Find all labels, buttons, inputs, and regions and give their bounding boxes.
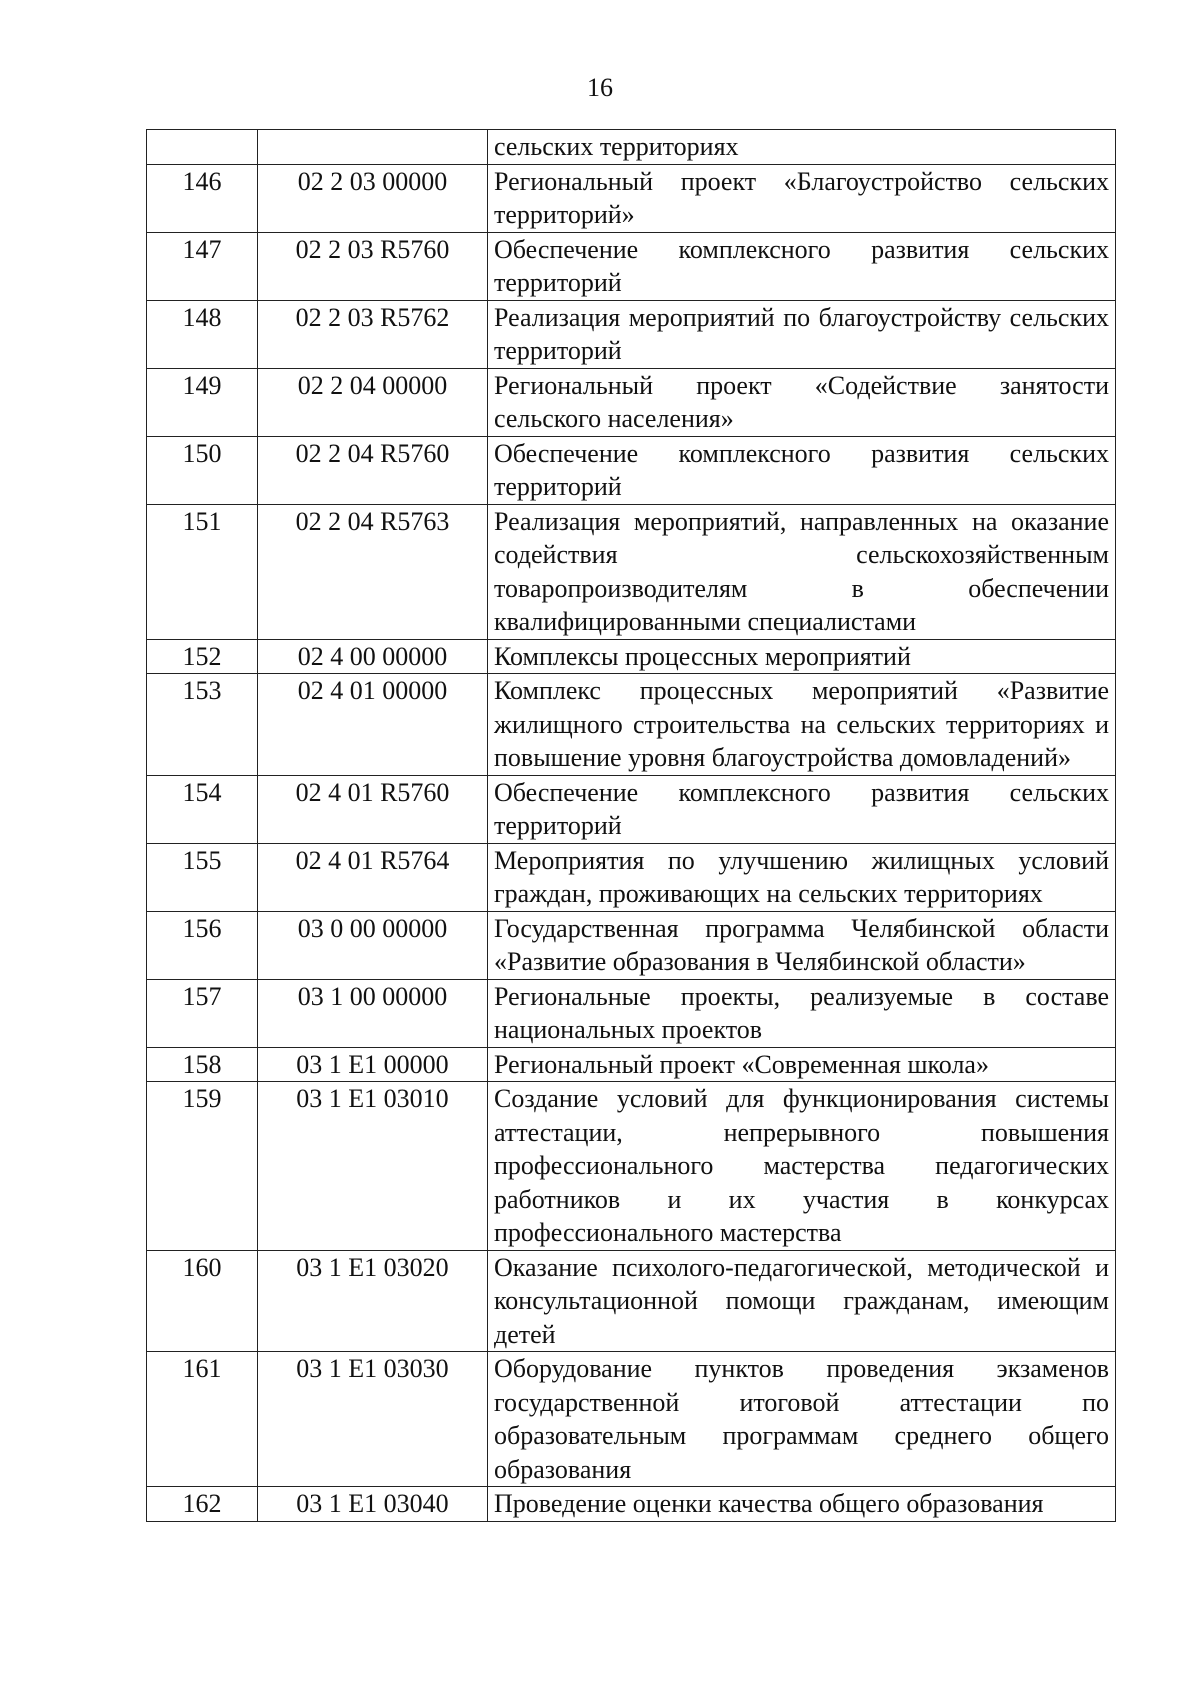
row-number-cell: 149: [147, 368, 258, 436]
classification-table: [146, 129, 1116, 1522]
item-name-cell: Обеспечение комплексного развития сельских территорий: [488, 232, 1116, 300]
classification-code-cell: 02 4 01 00000: [258, 674, 488, 776]
classification-code-cell: 02 2 04 R5763: [258, 504, 488, 639]
table-row: [147, 232, 1116, 300]
item-name-cell: сельских территориях: [488, 130, 1116, 165]
item-name-cell: Региональный проект «Современная школа»: [488, 1047, 1116, 1082]
row-number-cell: 148: [147, 300, 258, 368]
item-name-cell: Реализация мероприятий, направленных на оказание содействия сельскохозяйственным товаропроизводителям в обеспечении квалифицированными специалистами: [488, 504, 1116, 639]
item-name-cell: Реализация мероприятий по благоустройству сельских территорий: [488, 300, 1116, 368]
item-name-cell: Оказание психолого-педагогической, методической и консультационной помощи гражданам, имеющим детей: [488, 1250, 1116, 1352]
item-name-cell: Региональный проект «Благоустройство сельских территорий»: [488, 164, 1116, 232]
table-row: [147, 436, 1116, 504]
classification-code-cell: 02 2 04 00000: [258, 368, 488, 436]
classification-code-cell: 03 1 E1 03020: [258, 1250, 488, 1352]
classification-code-cell: 03 1 E1 00000: [258, 1047, 488, 1082]
classification-code-cell: 03 1 00 00000: [258, 979, 488, 1047]
table-row: [147, 843, 1116, 911]
row-number-cell: 161: [147, 1352, 258, 1487]
row-number-cell: 146: [147, 164, 258, 232]
classification-code-cell: 02 4 01 R5760: [258, 775, 488, 843]
table-row: [147, 674, 1116, 776]
row-number-cell: 160: [147, 1250, 258, 1352]
classification-code-cell: 03 1 E1 03010: [258, 1082, 488, 1251]
item-name-cell: Мероприятия по улучшению жилищных условий граждан, проживающих на сельских территориях: [488, 843, 1116, 911]
classification-code-cell: 02 4 00 00000: [258, 639, 488, 674]
row-number-cell: 154: [147, 775, 258, 843]
classification-code-cell: 02 4 01 R5764: [258, 843, 488, 911]
item-name-cell: Государственная программа Челябинской области «Развитие образования в Челябинской области»: [488, 911, 1116, 979]
row-number-cell: 159: [147, 1082, 258, 1251]
item-name-cell: Комплексы процессных мероприятий: [488, 639, 1116, 674]
row-number-cell: 157: [147, 979, 258, 1047]
item-name-cell: Региональные проекты, реализуемые в составе национальных проектов: [488, 979, 1116, 1047]
table-row: [147, 979, 1116, 1047]
table-row: [147, 1250, 1116, 1352]
table-body: [147, 130, 1116, 1522]
table-row: [147, 368, 1116, 436]
item-name-cell: Региональный проект «Содействие занятости сельского населения»: [488, 368, 1116, 436]
table-row: [147, 300, 1116, 368]
classification-code-cell: 02 2 03 R5762: [258, 300, 488, 368]
table-row: [147, 775, 1116, 843]
row-number-cell: 153: [147, 674, 258, 776]
item-name-cell: Обеспечение комплексного развития сельских территорий: [488, 775, 1116, 843]
item-name-cell: Оборудование пунктов проведения экзаменов государственной итоговой аттестации по образовательным программам среднего общего образования: [488, 1352, 1116, 1487]
row-number-cell: 162: [147, 1487, 258, 1522]
row-number-cell: 156: [147, 911, 258, 979]
classification-code-cell: 02 2 03 00000: [258, 164, 488, 232]
item-name-cell: Проведение оценки качества общего образования: [488, 1487, 1116, 1522]
classification-code-cell: [258, 130, 488, 165]
classification-code-cell: 03 0 00 00000: [258, 911, 488, 979]
item-name-cell: Создание условий для функционирования системы аттестации, непрерывного повышения профессионального мастерства педагогических работников и их участия в конкурсах профессионального мастерства: [488, 1082, 1116, 1251]
classification-code-cell: 02 2 04 R5760: [258, 436, 488, 504]
row-number-cell: [147, 130, 258, 165]
item-name-cell: Обеспечение комплексного развития сельских территорий: [488, 436, 1116, 504]
table-row: [147, 1047, 1116, 1082]
item-name-cell: Комплекс процессных мероприятий «Развитие жилищного строительства на сельских территориях и повышение уровня благоустройства домовладений»: [488, 674, 1116, 776]
row-number-cell: 158: [147, 1047, 258, 1082]
row-number-cell: 152: [147, 639, 258, 674]
table-row: [147, 504, 1116, 639]
page-number: 16: [587, 73, 613, 102]
classification-code-cell: 03 1 E1 03040: [258, 1487, 488, 1522]
row-number-cell: 147: [147, 232, 258, 300]
row-number-cell: 155: [147, 843, 258, 911]
table-row: [147, 639, 1116, 674]
classification-code-cell: 02 2 03 R5760: [258, 232, 488, 300]
table-row: [147, 1352, 1116, 1487]
table-row: [147, 130, 1116, 165]
classification-code-cell: 03 1 E1 03030: [258, 1352, 488, 1487]
table-row: [147, 1082, 1116, 1251]
table-row: [147, 1487, 1116, 1522]
row-number-cell: 151: [147, 504, 258, 639]
table-row: [147, 911, 1116, 979]
row-number-cell: 150: [147, 436, 258, 504]
table-row: [147, 164, 1116, 232]
